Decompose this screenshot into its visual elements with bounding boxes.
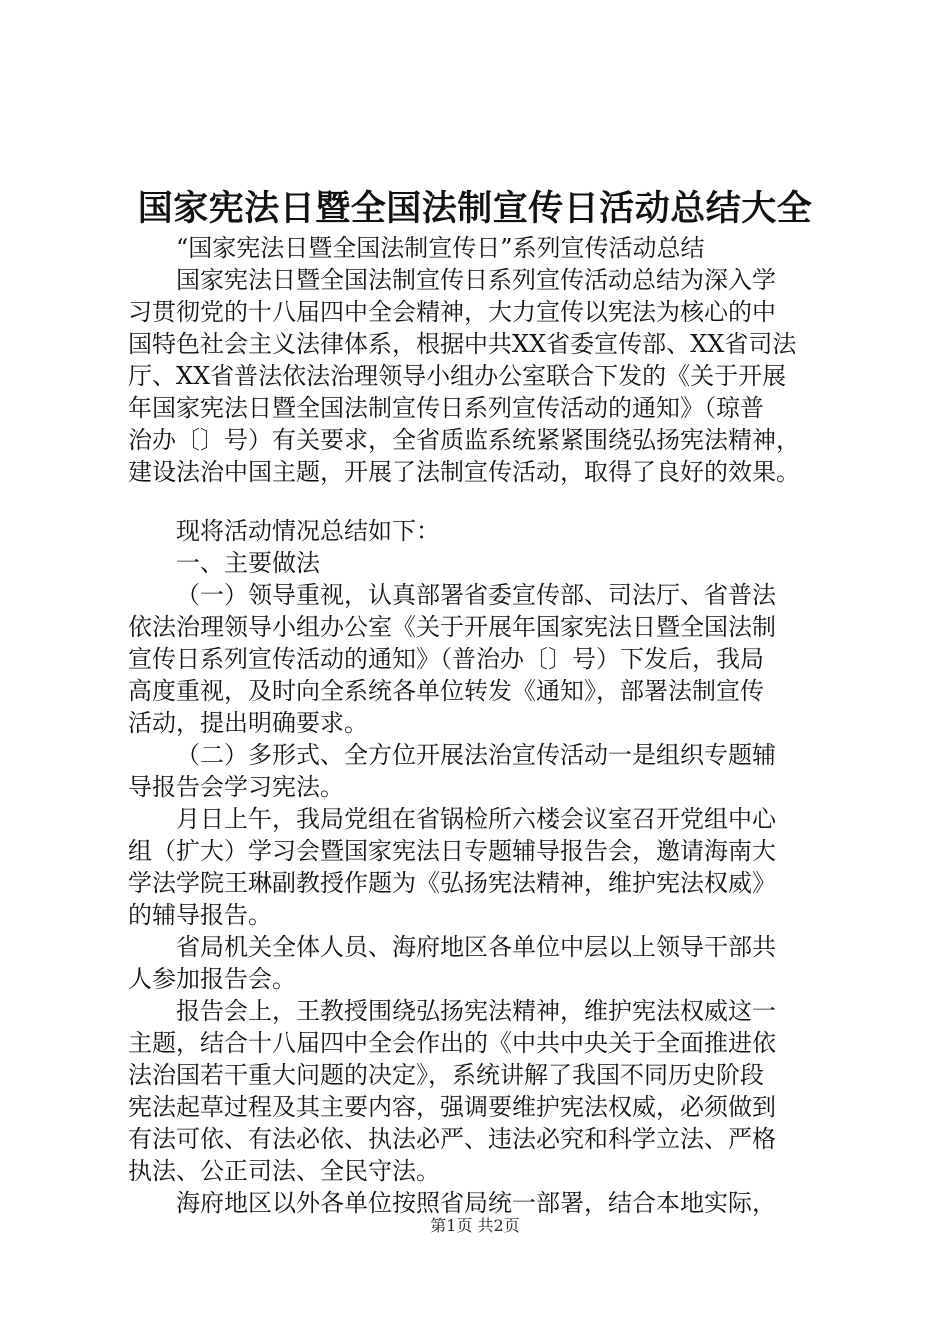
body-paragraph: （二）多形式、全方位开展法治宣传活动一是组织专题辅 导报告会学习宪法。: [128, 741, 776, 801]
paragraph-spacer: [128, 488, 840, 515]
subtitle-paragraph: “国家宪法日暨全国法制宣传日”系列宣传活动总结: [176, 234, 705, 262]
page-number-footer: 第1页 共2页: [430, 1216, 520, 1235]
body-paragraph: 国家宪法日暨全国法制宣传日系列宣传活动总结为深入学 习贯彻党的十八届四中全会精神，大力宣传以宪法为核心的中 国特色社会主义法律体系，根据中共XX省委宣传部、XX省司法 厅、XX省普法依法治理领导小组办公室联合下发的《关于开展 年国家宪法日暨全国法制宣传日系列宣传活动的通知》（琼普 治办〔〕号）有关要求，全省质监系统紧紧围绕弘扬宪法精神， 建设法治中国主题，开展了法制宣传活动，取得了良好的效果。: [128, 266, 800, 486]
body-paragraph: 省局机关全体人员、海府地区各单位中层以上领导干部共 人参加报告会。: [128, 933, 776, 993]
document-body: [128, 232, 840, 1219]
body-paragraph: 月日上午，我局党组在省锅检所六楼会议室召开党组中心 组（扩大）学习会暨国家宪法日专题辅导报告会，邀请海南大 学法学院王琳副教授作题为《弘扬宪法精神，维护宪法权威》 的辅导报告。: [128, 805, 776, 929]
body-paragraph: 海府地区以外各单位按照省局统一部署，结合本地实际，: [176, 1189, 776, 1217]
section-heading: 一、主要做法: [176, 549, 320, 577]
body-paragraph: 报告会上，王教授围绕弘扬宪法精神，维护宪法权威这一 主题，结合十八届四中全会作出的《中共中央关于全面推进依 法治国若干重大问题的决定》，系统讲解了我国不同历史阶段 宪法起草过程及其主要内容，强调要维护宪法权威，必须做到 有法可依、有法必依、执法必严、违法必究和科学立法、严格 执法、公正司法、全民守法。: [128, 997, 776, 1185]
body-paragraph: （一）领导重视，认真部署省委宣传部、司法厅、省普法 依法治理领导小组办公室《关于开展年国家宪法日暨全国法制 宣传日系列宣传活动的通知》（普治办〔〕号）下发后，我局 高度重视，及时向全系统各单位转发《通知》，部署法制宣传 活动，提出明确要求。: [128, 581, 776, 737]
body-paragraph: 现将活动情况总结如下：: [176, 517, 440, 545]
document-title: 国家宪法日暨全国法制宣传日活动总结大全: [137, 188, 813, 229]
